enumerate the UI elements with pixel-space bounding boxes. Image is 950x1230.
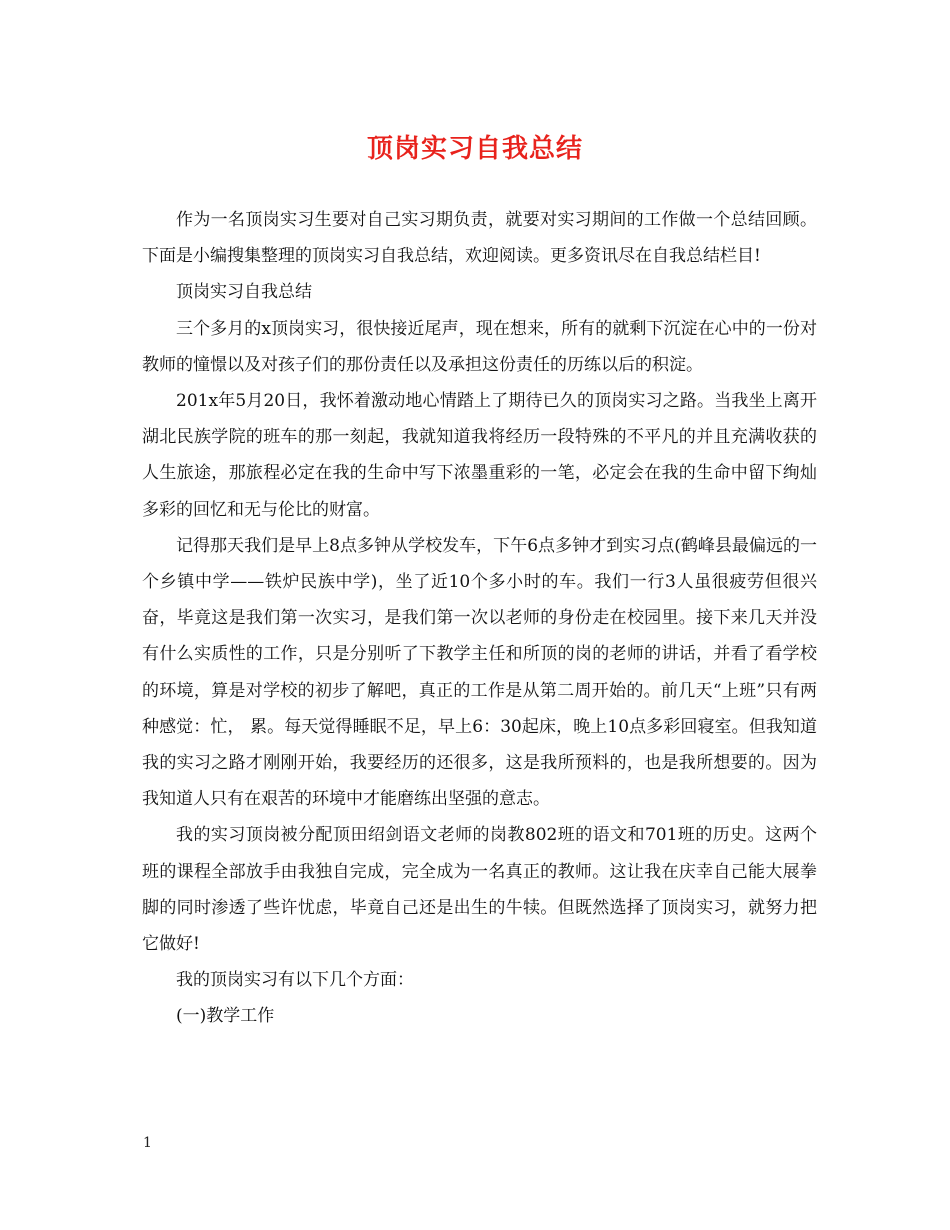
page-number: 1 xyxy=(143,1135,152,1151)
paragraph-arrival: 记得那天我们是早上8点多钟从学校发车，下午6点多钟才到实习点(鹤峰县最偏远的一个乡镇中学——铁炉民族中学)，坐了近10个多小时的车。我们一行3人虽很疲劳但很兴奋，毕竟这是我们第一次实习，是我们第一次以老师的身份走在校园里。接下来几天并没有什么实质性的工作，只是分别听了下教学主任和所顶的岗的老师的讲话，并看了看学校的环境，算是对学校的初步了解吧，真正的工作是从第二周开始的。前几天“上班”只有两种感觉：忙， 累。每天觉得睡眠不足，早上6：30起床，晚上10点多彩回寝室。但我知道我的实习之路才刚刚开始，我要经历的还很多，这是我所预料的，也是我所想要的。因为我知道人只有在艰苦的环境中才能磨练出坚强的意志。 xyxy=(142,535,817,810)
document-title: 顶岗实习自我总结 xyxy=(366,134,583,164)
paragraph-assignment: 我的实习顶岗被分配顶田绍剑语文老师的岗教802班的语文和701班的历史。这两个班的课程全部放手由我独自完成，完全成为一名真正的教师。这让我在庆幸自己能大展拳脚的同时渗透了些许忧虑，毕竟自己还是出生的牛犊。但既然选择了顶岗实习，就努力把它做好! xyxy=(142,825,817,955)
paragraph-section-heading: (一)教学工作 xyxy=(176,1006,275,1027)
paragraph-subtitle: 顶岗实习自我总结 xyxy=(176,282,312,303)
paragraph-aspects: 我的顶岗实习有以下几个方面： xyxy=(176,970,414,991)
paragraph-reflection: 三个多月的x顶岗实习，很快接近尾声，现在想来，所有的就剩下沉淀在心中的一份对教师的憧憬以及对孩子们的那份责任以及承担这份责任的历练以后的积淀。 xyxy=(142,318,817,375)
document-body xyxy=(142,202,817,1035)
paragraph-departure: 201x年5月20日，我怀着激动地心情踏上了期待已久的顶岗实习之路。当我坐上离开湖北民族学院的班车的那一刻起，我就知道我将经历一段特殊的不平凡的并且充满收获的人生旅途，那旅程必定在我的生命中写下浓墨重彩的一笔，必定会在我的生命中留下绚灿多彩的回忆和无与伦比的财富。 xyxy=(142,391,817,520)
paragraph-intro: 作为一名顶岗实习生要对自己实习期负责，就要对实习期间的工作做一个总结回顾。下面是小编搜集整理的顶岗实习自我总结，欢迎阅读。更多资讯尽在自我总结栏目! xyxy=(142,210,817,267)
